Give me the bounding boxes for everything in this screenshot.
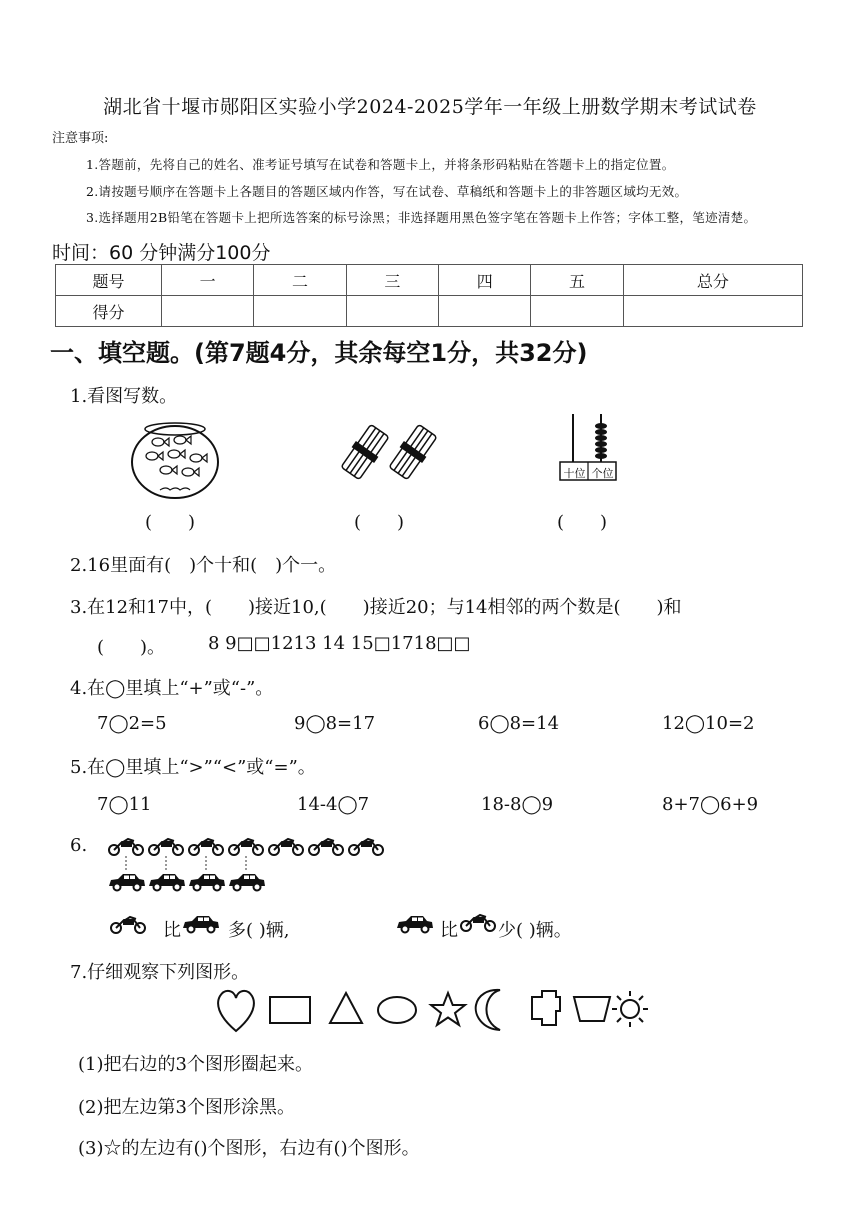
- motorcycle-icon: [109, 839, 143, 855]
- abacus-ones-label: 个位: [591, 467, 614, 480]
- crescent-icon: [476, 990, 500, 1030]
- score-table-header: 一: [162, 265, 254, 296]
- triangle-icon: [330, 993, 362, 1023]
- score-table-header: 总分: [623, 265, 802, 296]
- question-2-text: 2.16里面有( )个十和( )个一。: [70, 555, 337, 576]
- score-table-header: 题号: [56, 265, 162, 296]
- comparison-item: 7◯11: [97, 794, 152, 815]
- car-icon: [229, 874, 265, 891]
- score-cell[interactable]: [623, 296, 802, 327]
- score-table-header: 二: [254, 265, 346, 296]
- score-table-header: 五: [531, 265, 623, 296]
- car-icon: [182, 914, 222, 936]
- motorcycle-icon: [229, 839, 263, 855]
- question-7-text: 7.仔细观察下列图形。: [70, 962, 250, 983]
- page-title: 湖北省十堰市郧阳区实验小学2024-2025学年一年级上册数学期末考试试卷: [103, 96, 757, 118]
- equation-item: 6◯8=14: [478, 713, 560, 734]
- comparison-item: 14-4◯7: [297, 794, 370, 815]
- question-7-sub: (1)把右边的3个图形圈起来。: [78, 1054, 313, 1075]
- score-table-row: [56, 296, 803, 327]
- notice-heading: 注意事项:: [52, 131, 109, 146]
- car-icon: [189, 874, 225, 891]
- comparison-item: 8+7◯6+9: [662, 794, 759, 815]
- abacus-tens-label: 十位: [563, 467, 586, 480]
- section-heading: 一、填空题。(第7题4分，其余每空1分，共32分): [50, 339, 588, 367]
- comparison-item: 18-8◯9: [481, 794, 554, 815]
- score-table-header-row: [56, 265, 803, 296]
- question-5-text: 5.在◯里填上“>”“<”或“=”。: [70, 757, 316, 778]
- question-1-text: 1.看图写数。: [70, 386, 178, 407]
- vehicles-figure: [108, 832, 388, 894]
- motorcycle-icon: [149, 839, 183, 855]
- score-cell[interactable]: [254, 296, 346, 327]
- score-table: [55, 264, 803, 327]
- ellipse-icon: [378, 997, 416, 1023]
- trapezoid-icon: [574, 997, 610, 1021]
- equation-item: 12◯10=2: [662, 713, 755, 734]
- question-3-text-cont: ( )。: [97, 637, 166, 658]
- shapes-row: [212, 985, 652, 1035]
- score-row-label: 得分: [56, 296, 162, 327]
- score-cell[interactable]: [531, 296, 623, 327]
- question-6-part2: 少( )辆。: [498, 920, 572, 941]
- question-7-sub: (2)把左边第3个图形涂黑。: [78, 1097, 295, 1118]
- answer-blank[interactable]: ( ): [557, 512, 608, 533]
- score-table-header: 三: [346, 265, 438, 296]
- car-icon: [396, 914, 436, 936]
- compare-word: 比: [440, 920, 458, 941]
- score-cell[interactable]: [439, 296, 531, 327]
- notice-item: 3.选择题用2B铅笔在答题卡上把所选答案的标号涂黑；非选择题用黑色签字笔在答题卡上作答；字体工整，笔迹清楚。: [86, 210, 757, 225]
- motorcycle-icon: [189, 839, 223, 855]
- score-cell[interactable]: [162, 296, 254, 327]
- car-icon: [109, 874, 145, 891]
- motorcycle-icon: [460, 910, 500, 936]
- star-icon: [431, 993, 465, 1025]
- score-cell[interactable]: [346, 296, 438, 327]
- motorcycle-icon: [349, 839, 383, 855]
- equation-item: 9◯8=17: [294, 713, 376, 734]
- fishbowl-icon: [130, 420, 220, 500]
- compare-word: 比: [163, 920, 181, 941]
- motorcycle-icon: [269, 839, 303, 855]
- score-table-header: 四: [439, 265, 531, 296]
- sun-icon: [612, 991, 648, 1027]
- answer-blank[interactable]: ( ): [354, 512, 405, 533]
- equation-item: 7◯2=5: [97, 713, 167, 734]
- question-6-part1: 多( )辆,: [228, 920, 290, 941]
- answer-blank[interactable]: ( ): [145, 512, 196, 533]
- notice-item: 2.请按题号顺序在答题卡上各题目的答题区域内作答，写在试卷、草稿纸和答题卡上的非答题区域均无效。: [86, 184, 688, 199]
- motorcycle-icon: [110, 912, 150, 938]
- notice-item: 1.答题前，先将自己的姓名、准考证号填写在试卷和答题卡上，并将条形码粘贴在答题卡上的指定位置。: [86, 157, 675, 172]
- number-sequence: 8 9□□1213 14 15□1718□□: [208, 633, 471, 654]
- question-7-sub: (3)☆的左边有()个图形，右边有()个图形。: [78, 1138, 420, 1159]
- motorcycle-icon: [309, 839, 343, 855]
- time-and-score-line: 时间：60 分钟满分100分: [52, 242, 271, 264]
- cross-icon: [532, 991, 560, 1025]
- question-4-text: 4.在◯里填上“+”或“-”。: [70, 678, 274, 699]
- rectangle-icon: [270, 997, 310, 1023]
- heart-icon: [218, 991, 254, 1031]
- question-3-text: 3.在12和17中，( )接近10,( )接近20；与14相邻的两个数是( )和: [70, 597, 682, 618]
- question-6-number: 6.: [70, 835, 88, 856]
- car-icon: [149, 874, 185, 891]
- stick-bundles-icon: [343, 420, 443, 482]
